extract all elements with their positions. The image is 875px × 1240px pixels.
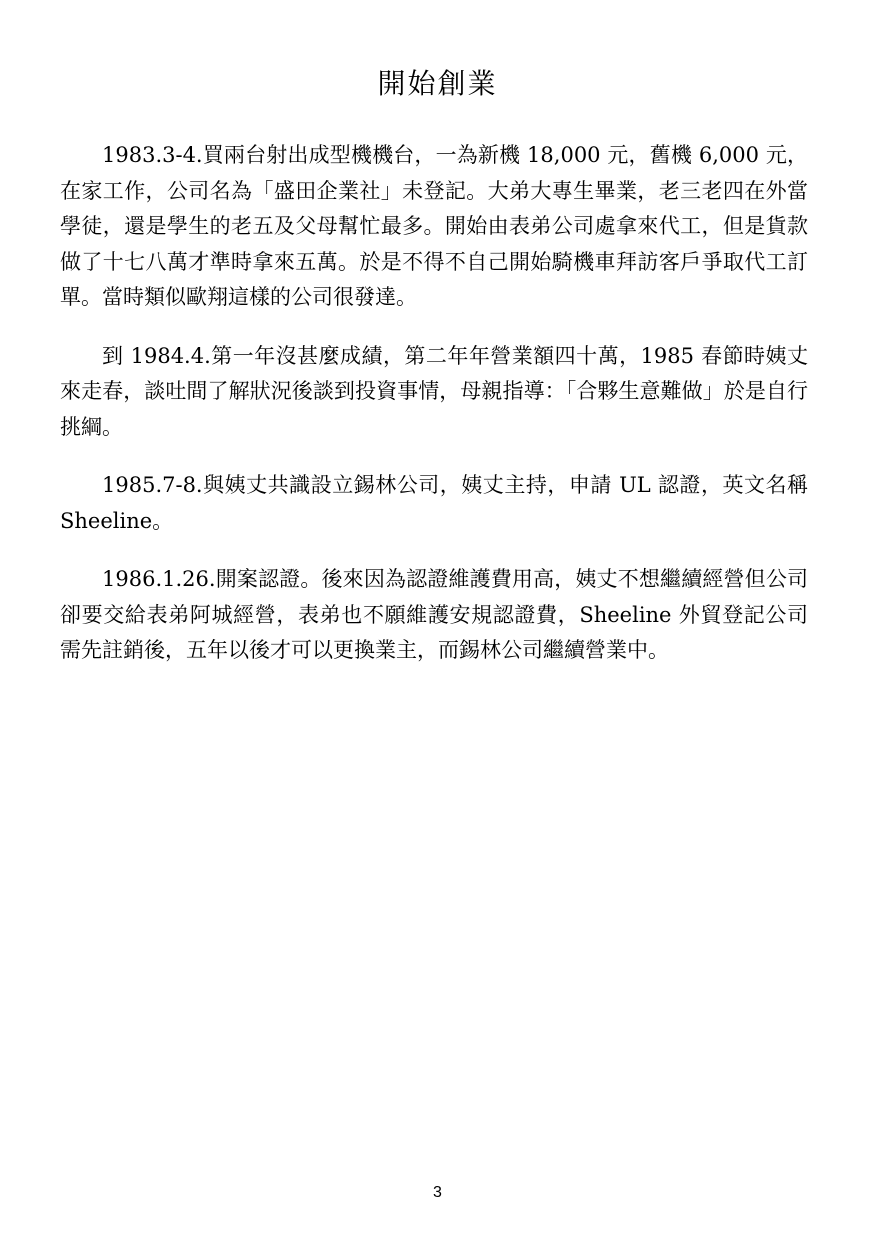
paragraph-4: 1986.1.26.開案認證。後來因為認證維護費用高，姨丈不想繼續經營但公司卻要交給表弟阿城經營，表弟也不願維護安規認證費，Sheeline 外貿登記公司需先註銷後，五年以後才可以更換業主，而錫林公司繼續營業中。: [60, 567, 808, 662]
page-title: 開始創業: [377, 67, 498, 100]
paragraph-1: 1983.3-4.買兩台射出成型機機台，一為新機 18,000 元，舊機 6,000 元，在家工作，公司名為「盛田企業社」未登記。大弟大專生畢業，老三老四在外當學徒，還是學生的老五及父母幫忙最多。開始由表弟公司處拿來代工，但是貨款做了十七八萬才準時拿來五萬。於是不得不自己開始騎機車拜訪客戶爭取代工訂單。當時類似歐翔這樣的公司很發達。: [60, 143, 808, 309]
page-number: 3: [433, 1184, 442, 1201]
paragraph-2: 到 1984.4.第一年沒甚麼成績，第二年年營業額四十萬，1985 春節時姨丈來走春，談吐間了解狀況後談到投資事情，母親指導：「合夥生意難做」於是自行挑綱。: [60, 343, 808, 439]
paragraph-3: 1985.7-8.與姨丈共識設立錫林公司，姨丈主持，申請 UL 認證，英文名稱 Sheeline。: [60, 473, 808, 533]
document-body: [60, 138, 808, 692]
